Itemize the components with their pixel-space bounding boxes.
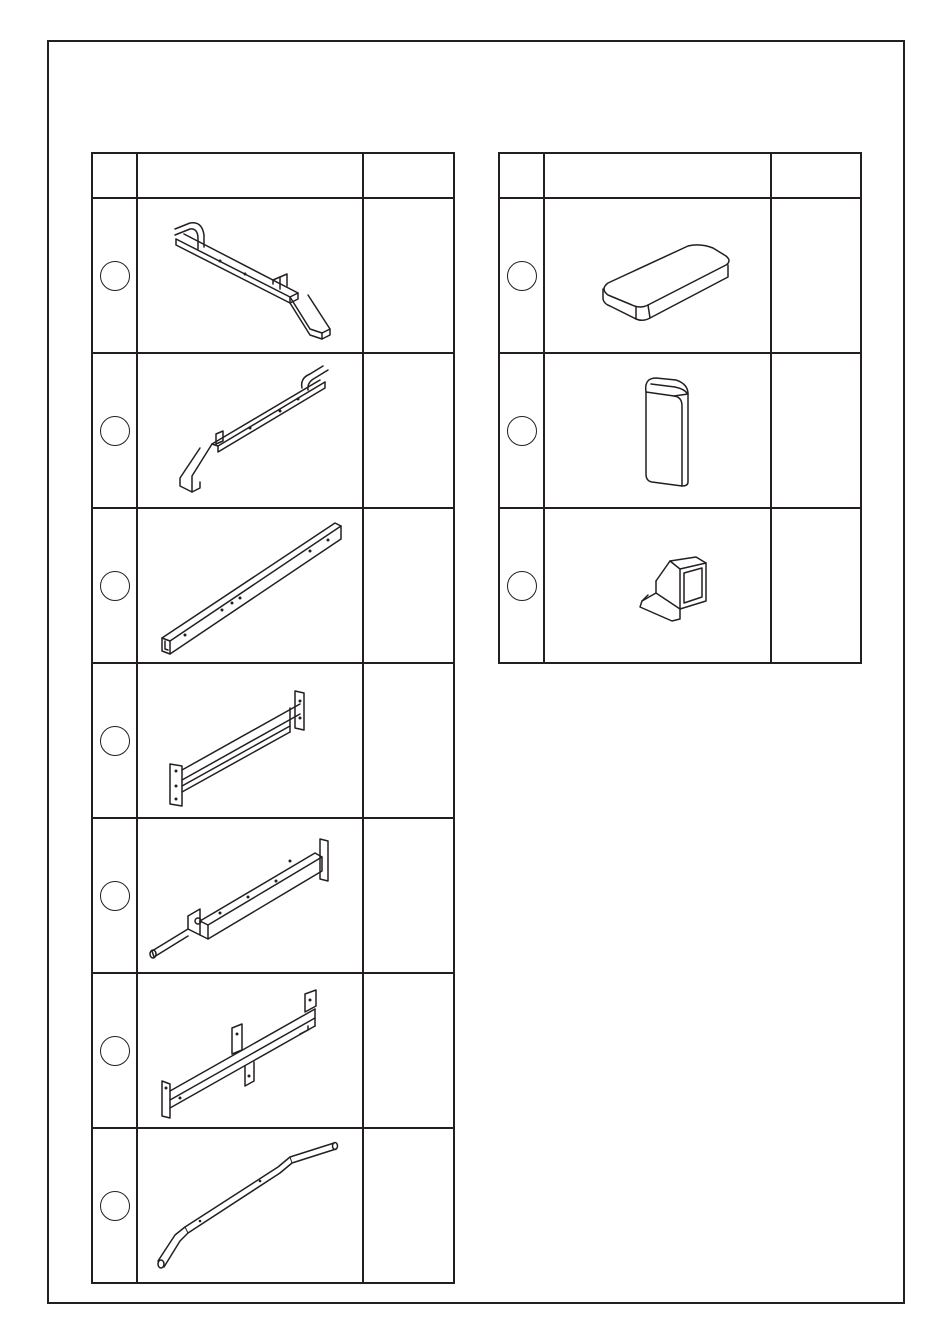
part-key-cell (92, 663, 137, 818)
part-key-circle (100, 571, 130, 601)
table-row (92, 973, 454, 1128)
part-illustration-cell (137, 973, 363, 1128)
adjustment-tube-with-rod-icon (140, 821, 360, 971)
part-illustration-cell (137, 1128, 363, 1283)
table-row (92, 353, 454, 508)
part-qty-cell (771, 508, 861, 663)
part-key-circle (100, 1191, 130, 1221)
seat-pad-icon (548, 201, 768, 351)
part-key-cell (92, 198, 137, 353)
part-qty-cell (771, 198, 861, 353)
curved-round-bar-icon (140, 1131, 360, 1281)
table-row (92, 818, 454, 973)
table-row (499, 353, 861, 508)
part-key-circle (100, 881, 130, 911)
part-key-circle (100, 1036, 130, 1066)
header-description-cell (137, 153, 363, 198)
table-row (92, 198, 454, 353)
header-description-cell (544, 153, 771, 198)
part-qty-cell (363, 1128, 454, 1283)
crossbar-with-brackets-icon (140, 976, 360, 1126)
square-end-cap-icon (548, 511, 768, 661)
part-key-circle (507, 571, 537, 601)
part-key-circle (100, 726, 130, 756)
square-tube-icon (140, 511, 360, 661)
part-key-cell (92, 818, 137, 973)
part-key-circle (507, 261, 537, 291)
part-qty-cell (363, 198, 454, 353)
table-row (499, 198, 861, 353)
table-row (92, 663, 454, 818)
part-illustration-cell (137, 353, 363, 508)
part-key-cell (92, 508, 137, 663)
table-row (92, 1128, 454, 1283)
part-illustration-cell (137, 663, 363, 818)
seat-support-tube-left-icon (140, 201, 360, 351)
crossbar-with-end-plates-icon (140, 666, 360, 816)
table-row (92, 508, 454, 663)
part-qty-cell (363, 508, 454, 663)
part-key-cell (499, 198, 544, 353)
part-qty-cell (363, 353, 454, 508)
part-key-cell (92, 1128, 137, 1283)
part-key-circle (507, 416, 537, 446)
part-qty-cell (363, 818, 454, 973)
header-key-cell (499, 153, 544, 198)
part-qty-cell (363, 973, 454, 1128)
seat-support-tube-right-icon (140, 356, 360, 506)
part-illustration-cell (544, 198, 771, 353)
header-key-cell (92, 153, 137, 198)
parts-table-right (498, 152, 862, 664)
header-qty-cell (363, 153, 454, 198)
part-illustration-cell (137, 198, 363, 353)
part-key-cell (92, 973, 137, 1128)
part-key-cell (499, 353, 544, 508)
parts-table-left (91, 152, 455, 1284)
part-illustration-cell (137, 818, 363, 973)
part-key-cell (92, 353, 137, 508)
table-header-row (92, 153, 454, 198)
part-qty-cell (771, 353, 861, 508)
table-header-row (499, 153, 861, 198)
part-illustration-cell (544, 508, 771, 663)
part-illustration-cell (137, 508, 363, 663)
part-illustration-cell (544, 353, 771, 508)
part-qty-cell (363, 663, 454, 818)
part-key-circle (100, 416, 130, 446)
part-key-cell (499, 508, 544, 663)
part-key-circle (100, 261, 130, 291)
back-pad-icon (548, 356, 768, 506)
table-row (499, 508, 861, 663)
header-qty-cell (771, 153, 861, 198)
